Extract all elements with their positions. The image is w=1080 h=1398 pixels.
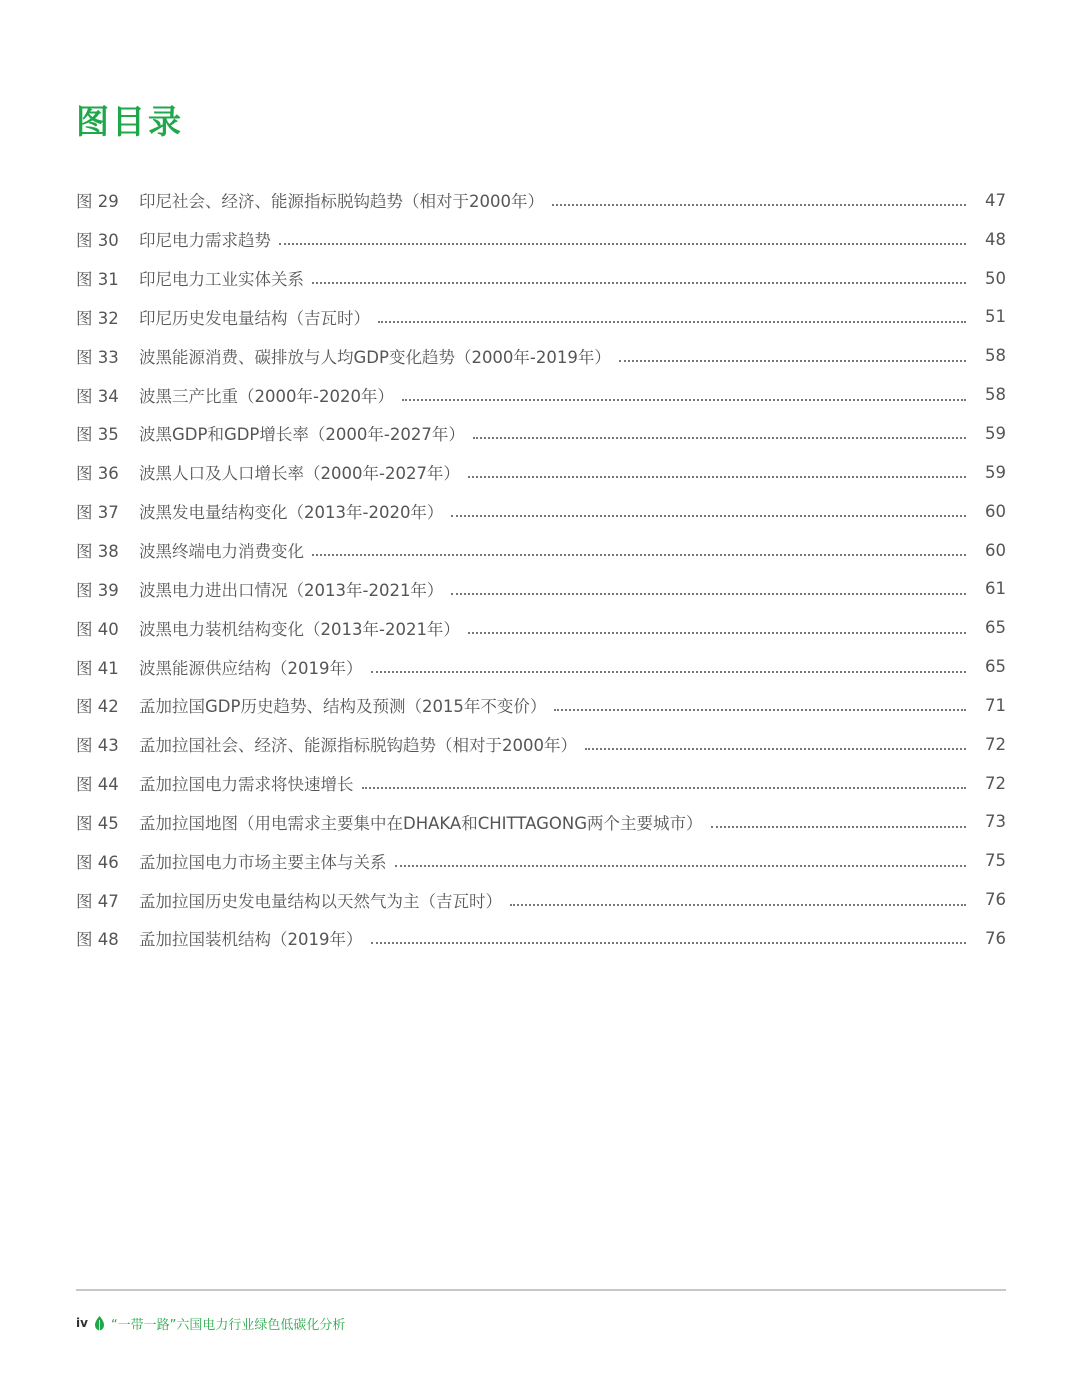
figure-title: 孟加拉国电力需求将快速增长: [139, 775, 354, 795]
page-number: 73: [985, 812, 1006, 832]
figure-title: 孟加拉国历史发电量结构以天然气为主（吉瓦时）: [139, 891, 502, 911]
figure-number: 图 32: [76, 308, 119, 328]
dot-leader: [312, 554, 966, 556]
page-number: 76: [985, 928, 1006, 948]
dot-leader: [378, 321, 966, 323]
page-number: 50: [985, 268, 1006, 288]
figure-title: 波黑人口及人口增长率（2000年-2027年）: [139, 464, 460, 484]
figure-title: 印尼历史发电量结构（吉瓦时）: [139, 308, 370, 328]
figure-number: 图 30: [76, 231, 119, 251]
figure-title: 波黑发电量结构变化（2013年-2020年）: [139, 503, 444, 523]
toc-entry[interactable]: [76, 686, 1006, 725]
page-number: 48: [985, 229, 1006, 249]
dot-leader: [468, 476, 966, 478]
figure-title: 印尼社会、经济、能源指标脱钩趋势（相对于2000年）: [139, 192, 544, 212]
figure-title: 孟加拉国地图（用电需求主要集中在DHAKA和CHITTAGONG两个主要城市）: [139, 813, 703, 833]
figure-number: 图 37: [76, 503, 119, 523]
figure-number: 图 48: [76, 930, 119, 950]
figure-title: 孟加拉国电力市场主要主体与关系: [139, 852, 387, 872]
figure-title: 波黑三产比重（2000年-2020年）: [139, 386, 394, 406]
dot-leader: [619, 360, 966, 362]
figure-number: 图 29: [76, 192, 119, 212]
leaf-icon: [94, 1316, 105, 1331]
page-number: 60: [985, 501, 1006, 521]
dot-leader: [402, 399, 966, 401]
figure-title: 孟加拉国社会、经济、能源指标脱钩趋势（相对于2000年）: [139, 736, 577, 756]
toc-entry[interactable]: [76, 453, 1006, 492]
page-number: 72: [985, 734, 1006, 754]
dot-leader: [395, 865, 967, 867]
figure-title: 印尼电力工业实体关系: [139, 270, 304, 290]
figure-number: 图 31: [76, 270, 119, 290]
table-of-figures: [76, 181, 1006, 958]
toc-entry[interactable]: [76, 569, 1006, 608]
figure-number: 图 45: [76, 813, 119, 833]
page-number: 58: [985, 385, 1006, 405]
figure-number: 图 33: [76, 347, 119, 367]
page-number: 76: [985, 890, 1006, 910]
figure-number: 图 36: [76, 464, 119, 484]
figure-number: 图 46: [76, 852, 119, 872]
figure-title: 波黑GDP和GDP增长率（2000年-2027年）: [139, 425, 465, 445]
figure-title: 波黑能源消费、碳排放与人均GDP变化趋势（2000年-2019年）: [139, 347, 611, 367]
page-number: 71: [985, 695, 1006, 715]
figure-number: 图 42: [76, 697, 119, 717]
dot-leader: [362, 787, 967, 789]
figure-title: 印尼电力需求趋势: [139, 231, 271, 251]
toc-entry[interactable]: [76, 764, 1006, 803]
toc-entry[interactable]: [76, 375, 1006, 414]
toc-entry[interactable]: [76, 259, 1006, 298]
toc-entry[interactable]: [76, 919, 1006, 958]
footer-divider: [76, 1289, 1006, 1291]
toc-entry[interactable]: [76, 220, 1006, 259]
dot-leader: [711, 826, 967, 828]
page-number: 51: [985, 307, 1006, 327]
toc-entry[interactable]: [76, 725, 1006, 764]
figure-number: 图 43: [76, 736, 119, 756]
page-number: 47: [985, 190, 1006, 210]
page-number: 58: [985, 346, 1006, 366]
toc-entry[interactable]: [76, 531, 1006, 570]
footer-report-title: “一带一路”六国电力行业绿色低碳化分析: [110, 1317, 346, 1333]
dot-leader: [585, 748, 966, 750]
figure-number: 图 44: [76, 775, 119, 795]
dot-leader: [554, 709, 966, 711]
toc-entry[interactable]: [76, 181, 1006, 220]
page-number: 72: [985, 773, 1006, 793]
toc-entry[interactable]: [76, 841, 1006, 880]
figure-number: 图 38: [76, 542, 119, 562]
figure-title: 波黑能源供应结构（2019年）: [139, 658, 363, 678]
toc-entry[interactable]: [76, 608, 1006, 647]
toc-entry[interactable]: [76, 492, 1006, 531]
figure-number: 图 40: [76, 619, 119, 639]
figure-title: 孟加拉国GDP历史趋势、结构及预测（2015年不变价）: [139, 697, 547, 717]
dot-leader: [451, 515, 966, 517]
dot-leader: [552, 204, 966, 206]
toc-entry[interactable]: [76, 880, 1006, 919]
toc-entry[interactable]: [76, 298, 1006, 337]
dot-leader: [279, 243, 966, 245]
figure-title: 孟加拉国装机结构（2019年）: [139, 930, 363, 950]
figure-title: 波黑终端电力消费变化: [139, 542, 304, 562]
page-number: 60: [985, 540, 1006, 560]
figure-number: 图 35: [76, 425, 119, 445]
dot-leader: [371, 671, 967, 673]
figure-number: 图 41: [76, 658, 119, 678]
page-number: 75: [985, 851, 1006, 871]
figure-number: 图 39: [76, 580, 119, 600]
page-footer: [76, 1312, 345, 1334]
page-number: 61: [985, 579, 1006, 599]
dot-leader: [473, 437, 966, 439]
toc-entry[interactable]: [76, 803, 1006, 842]
dot-leader: [468, 632, 966, 634]
dot-leader: [451, 593, 966, 595]
footer-page-number: iv: [76, 1316, 88, 1330]
page-number: 59: [985, 423, 1006, 443]
page-number: 59: [985, 462, 1006, 482]
dot-leader: [371, 942, 967, 944]
page-title: 图目录: [76, 102, 184, 141]
figure-title: 波黑电力装机结构变化（2013年-2021年）: [139, 619, 460, 639]
figure-number: 图 47: [76, 891, 119, 911]
figure-title: 波黑电力进出口情况（2013年-2021年）: [139, 580, 444, 600]
page-number: 65: [985, 657, 1006, 677]
dot-leader: [312, 282, 966, 284]
toc-entry[interactable]: [76, 414, 1006, 453]
toc-entry[interactable]: [76, 647, 1006, 686]
dot-leader: [510, 904, 966, 906]
page-number: 65: [985, 618, 1006, 638]
figure-number: 图 34: [76, 386, 119, 406]
toc-entry[interactable]: [76, 336, 1006, 375]
